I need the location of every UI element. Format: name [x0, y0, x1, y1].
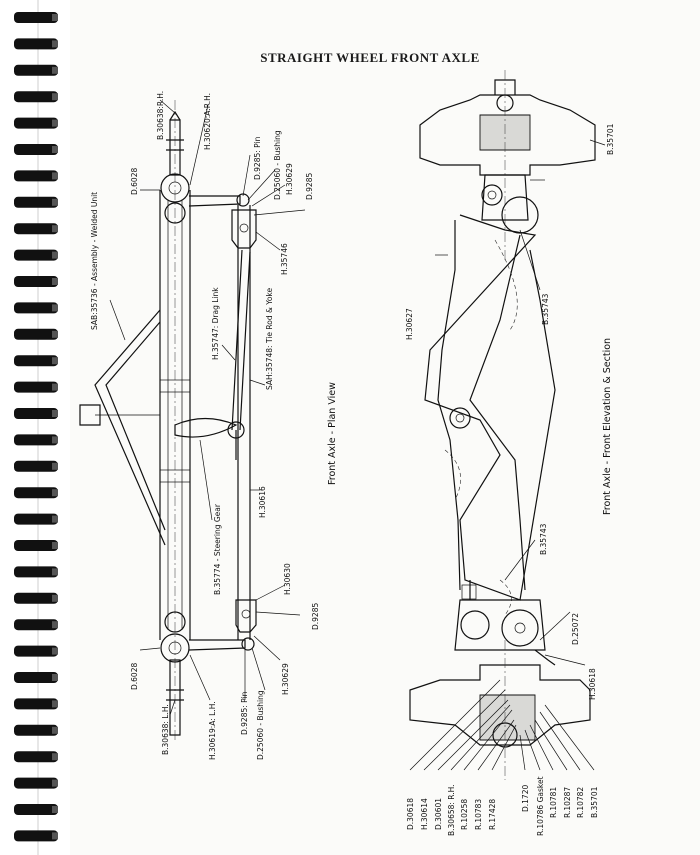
label-d25060-bushing-top: D.25060 - Bushing: [273, 130, 282, 200]
label-bottom-part: R.10258: [460, 798, 469, 830]
label-bottom-part: H.30614: [420, 798, 429, 830]
label-bottom-part: R.10287: [563, 786, 572, 818]
label-bottom-part: D.30601: [434, 797, 443, 830]
plan-view: [80, 100, 305, 740]
label-d25060-bushing-bottom: D.25060 - Bushing: [256, 690, 265, 760]
label-d6028-top: D.6028: [130, 167, 139, 195]
label-h30629-top: H.30629: [285, 163, 294, 195]
label-d25072: D.25072: [571, 612, 580, 645]
label-b35774-steering-gear: B.35774 - Steering Gear: [213, 504, 222, 595]
label-b30638-rh: B.30638:R.H.: [156, 90, 165, 140]
label-h30627: H.30627: [405, 308, 414, 340]
label-d9285-pin-bottom: D.9285: Pin: [240, 691, 249, 735]
label-b30638-lh: B.30638: L.H.: [161, 704, 170, 755]
label-d6028-bottom: D.6028: [130, 662, 139, 690]
label-b35743-top: B.35743: [541, 293, 550, 325]
label-bottom-part: R.10781: [549, 786, 558, 818]
label-bottom-part: R.10783: [474, 798, 483, 830]
page-title: STRAIGHT WHEEL FRONT AXLE: [260, 50, 480, 65]
caption-plan-view: Front Axle - Plan View: [327, 382, 338, 485]
label-bottom-part: R.17428: [488, 798, 497, 830]
label-sah35748: SAH:35748: Tie Rod & Yoke: [265, 287, 274, 390]
label-d9285-pin-top: D.9285: Pin: [253, 136, 262, 180]
label-h35747-drag-link: H.35747: Drag Link: [211, 287, 220, 360]
label-h35746: H.35746: [280, 243, 289, 275]
label-h30616: H.30616: [258, 486, 267, 518]
label-bottom-part: R.10782: [576, 786, 585, 818]
label-bottom-part: B.35701: [590, 786, 599, 818]
caption-elevation-view: Front Axle - Front Elevation & Section: [602, 337, 613, 515]
plan-labels: [90, 91, 338, 760]
label-b35743-mid: B.35743: [539, 523, 548, 555]
label-b35701-top: B.35701: [606, 123, 615, 155]
label-sab35736: SAB:35736 - Assembly - Welded Unit: [90, 191, 99, 330]
label-h30618: H.30618: [588, 668, 597, 700]
elevation-view: [410, 70, 605, 780]
label-bottom-part: R.10786 Gasket: [536, 776, 545, 836]
label-bottom-part: D.30618: [406, 797, 415, 830]
label-h30630: H.30630: [283, 563, 292, 595]
label-h30620a-rh: H.30620:A:R.H.: [203, 92, 212, 150]
label-d9285-top: D.9285: [305, 172, 314, 200]
label-d9285-bottom: D.9285: [311, 602, 320, 630]
label-h30629-bottom: H.30629: [281, 663, 290, 695]
label-h30619a-lh: H.30619:A: L.H.: [208, 701, 217, 760]
label-bottom-part: B.30658: R.H.: [447, 784, 456, 836]
label-bottom-part: D.1720: [521, 784, 530, 812]
